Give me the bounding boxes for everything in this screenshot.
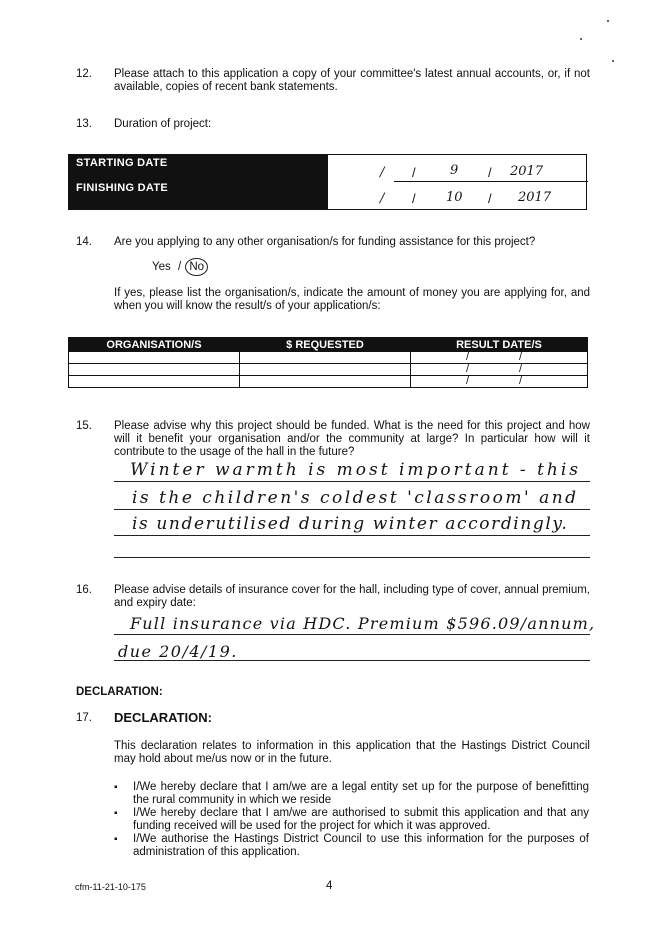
- date-sep: /: [466, 375, 470, 387]
- declaration-title: DECLARATION:: [114, 710, 212, 725]
- scan-speck: [580, 38, 582, 40]
- answer-rule: [114, 509, 590, 510]
- requested-cell[interactable]: [240, 376, 411, 388]
- question-15-answer-line: Winter warmth is most important - this: [130, 460, 582, 480]
- finishing-sep2: /: [488, 191, 492, 206]
- table-row: [69, 364, 588, 376]
- yes-no-choice: [152, 258, 208, 276]
- question-15-number: 15.: [76, 420, 92, 432]
- question-15-text: Please advise why this project should be funded. What is the need for this project and how will it benefit your organisation and/or the community at large? In particular how will it contribute to the usage of the hall in the future?: [114, 420, 590, 458]
- yes-option[interactable]: Yes: [152, 261, 171, 273]
- org-cell[interactable]: [69, 352, 240, 364]
- bullet-marker: ▪: [114, 834, 118, 845]
- question-15-answer-line: is underutilised during winter accordingly.: [132, 514, 569, 534]
- requested-cell[interactable]: [240, 364, 411, 376]
- declaration-intro: This declaration relates to information in this application that the Hastings District Council may hold about me/us now or in the future.: [114, 740, 590, 765]
- question-14-number: 14.: [76, 236, 92, 248]
- finishing-sep1: /: [412, 191, 416, 206]
- question-15-answer-line: is the children's coldest 'classroom' and: [132, 488, 579, 508]
- project-dates-table: [68, 154, 588, 210]
- page-number: 4: [326, 880, 333, 892]
- starting-date-label: STARTING DATE: [76, 157, 168, 169]
- answer-rule: [114, 634, 590, 635]
- scan-speck: [607, 20, 609, 22]
- starting-month: 9: [450, 163, 459, 178]
- question-16-text: Please advise details of insurance cover for the hall, including type of cover, annual premium, and expiry date:: [114, 584, 590, 609]
- starting-year: 2017: [510, 164, 544, 179]
- table-row: [69, 376, 588, 388]
- dates-row-divider: [394, 181, 588, 182]
- declaration-heading: DECLARATION:: [76, 686, 163, 698]
- table-row: [69, 352, 588, 364]
- finishing-year: 2017: [518, 190, 552, 205]
- finishing-date-label: FINISHING DATE: [76, 182, 168, 194]
- form-code: cfm-11-21-10-175: [75, 882, 146, 892]
- yes-no-slash: /: [177, 261, 182, 273]
- declaration-bullet: I/We hereby declare that I am/we are authorised to submit this application and that any funding received will be used for the project for which it was approved.: [133, 807, 589, 832]
- date-sep: /: [519, 351, 523, 363]
- date-sep: /: [519, 375, 523, 387]
- date-sep: /: [466, 351, 470, 363]
- date-sep: /: [519, 363, 523, 375]
- starting-sep1: /: [412, 165, 416, 180]
- bullet-marker: ▪: [114, 782, 118, 793]
- answer-rule: [114, 535, 590, 536]
- result-date-cell[interactable]: [411, 376, 588, 388]
- question-14-instruction: If yes, please list the organisation/s, indicate the amount of money you are applying for, and when you will know the result/s of your application/s:: [114, 287, 590, 312]
- question-16-answer-line: Full insurance via HDC. Premium $596.09/annum,: [130, 614, 596, 633]
- question-14-text: Are you applying to any other organisation/s for funding assistance for this project?: [114, 236, 536, 248]
- no-option-circled[interactable]: No: [185, 258, 208, 276]
- col-organisation: ORGANISATION/S: [69, 338, 240, 352]
- bullet-marker: ▪: [114, 808, 118, 819]
- question-13-number: 13.: [76, 118, 92, 130]
- question-12-number: 12.: [76, 68, 92, 80]
- result-date-cell[interactable]: [411, 364, 588, 376]
- other-funding-table: [68, 337, 588, 388]
- scan-speck: [612, 60, 614, 62]
- finishing-month: 10: [446, 190, 463, 205]
- requested-cell[interactable]: [240, 352, 411, 364]
- starting-day: /: [380, 165, 385, 180]
- question-17-number: 17.: [76, 712, 92, 724]
- question-13-text: Duration of project:: [114, 118, 212, 130]
- question-16-number: 16.: [76, 584, 92, 596]
- col-requested: $ REQUESTED: [240, 338, 411, 352]
- declaration-bullet: I/We hereby declare that I am/we are a legal entity set up for the purpose of benefitting the rural community in which we reside: [133, 781, 589, 806]
- answer-rule: [114, 557, 590, 558]
- result-date-cell[interactable]: [411, 352, 588, 364]
- question-16-answer-line: due 20/4/19.: [118, 642, 238, 661]
- org-cell[interactable]: [69, 376, 240, 388]
- answer-rule: [114, 481, 590, 482]
- date-sep: /: [466, 363, 470, 375]
- question-12-text: Please attach to this application a copy of your committee's latest annual accounts, or, if not available, copies of recent bank statements.: [114, 68, 590, 93]
- org-cell[interactable]: [69, 364, 240, 376]
- answer-rule: [114, 660, 590, 661]
- starting-sep2: /: [488, 165, 492, 180]
- finishing-day: /: [380, 191, 385, 206]
- declaration-bullet: I/We authorise the Hastings District Council to use this information for the purposes of administration of this application.: [133, 833, 589, 858]
- col-result-date: RESULT DATE/S: [411, 338, 588, 352]
